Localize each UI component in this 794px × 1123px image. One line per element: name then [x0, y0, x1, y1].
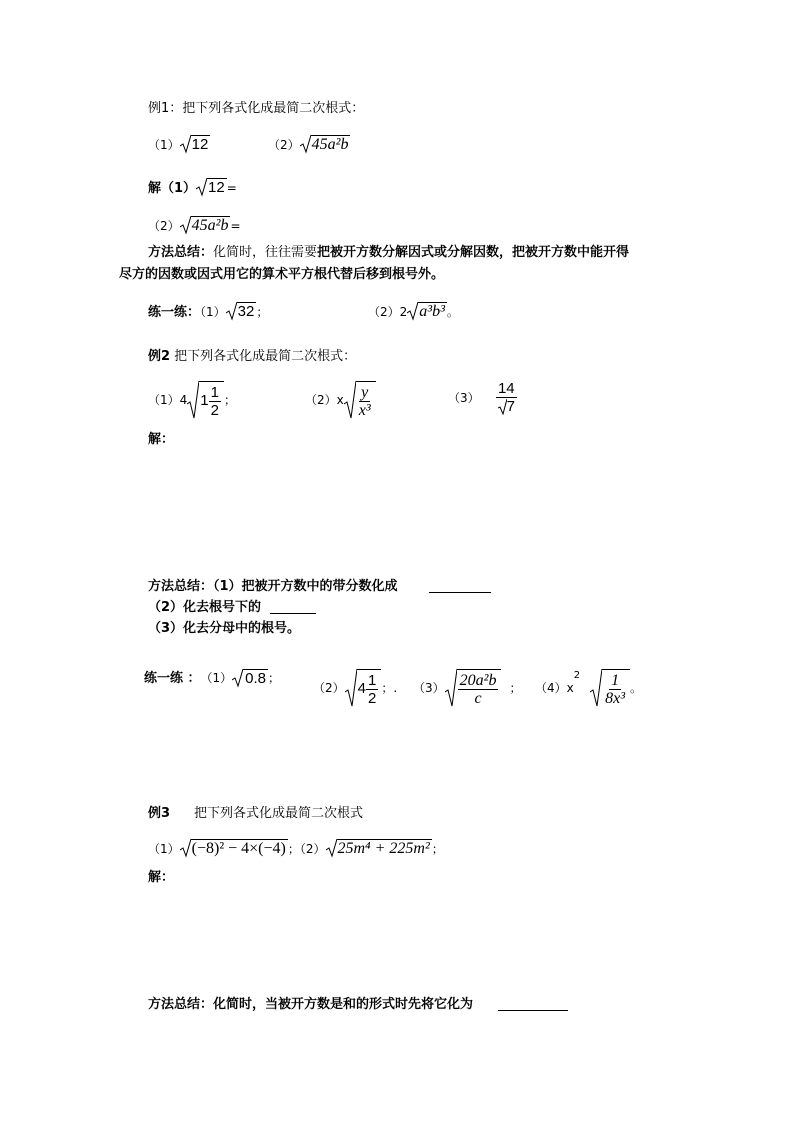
denominator: 7	[496, 398, 517, 415]
example2-title	[148, 350, 356, 363]
example3-parts	[148, 838, 444, 858]
example-instruction: 把下列各式化成最简二次根式	[194, 806, 364, 821]
radical-sign-icon	[498, 398, 507, 415]
example2-summary-line2: （2）化去根号下的	[148, 600, 262, 615]
radicand: 45a²b	[191, 217, 229, 234]
example1-practice-part2	[368, 301, 459, 321]
radical-sign-icon	[344, 380, 356, 420]
part-label: （2）	[299, 842, 326, 856]
radical-sign-icon	[300, 134, 311, 154]
radical-sign-icon	[180, 134, 191, 154]
denominator: 2	[210, 402, 219, 419]
radicand: 45a²b	[311, 136, 349, 153]
summary-label: 方法总结：	[148, 579, 214, 594]
fraction	[209, 384, 221, 419]
radicand: (−8)² − 4×(−4)	[191, 840, 286, 857]
separator: ；	[431, 842, 444, 856]
numerator: 20a²b	[459, 672, 497, 689]
example1-part2	[268, 134, 350, 154]
exponent: 2	[573, 669, 581, 681]
separator: ；.	[381, 681, 398, 695]
numerator: 14	[497, 380, 515, 397]
example2-practice-part3	[413, 668, 521, 708]
part-label: （2）x	[305, 393, 344, 407]
example2-part2	[305, 380, 376, 420]
fill-blank[interactable]	[270, 601, 316, 614]
radicand: 32	[237, 303, 255, 320]
radical-sign-icon	[180, 215, 191, 235]
separator: ；	[509, 681, 522, 695]
practice-label: 练一练：	[148, 305, 201, 320]
part-label: （2）	[313, 681, 345, 695]
example2-practice-part4	[535, 668, 642, 708]
example-number: 例2	[148, 349, 171, 364]
radicand: 12	[191, 136, 209, 153]
part-label: （4）x	[535, 681, 574, 695]
example1-title: 例1：把下列各式化成最简二次根式：	[148, 101, 365, 116]
summary-text-bold: 把被开方数分解因式或分解因数，把被开方数中能开得	[317, 245, 630, 260]
fraction	[366, 672, 378, 707]
radicand: a³b³	[419, 303, 445, 320]
denominator: c	[474, 690, 482, 707]
radical-sign-icon	[590, 668, 602, 708]
example3-summary	[148, 998, 473, 1011]
part-label: （1）	[148, 842, 180, 856]
part-label: （1）	[148, 138, 180, 152]
equals-sign: =	[230, 219, 241, 233]
denominator: x³	[358, 402, 371, 419]
example2-solution-label: 解：	[148, 432, 175, 447]
radicand: 0.8	[245, 669, 267, 687]
whole-number: 4	[357, 680, 366, 697]
denominator: 2	[367, 690, 377, 707]
fraction	[357, 384, 373, 419]
separator: ；	[268, 671, 281, 685]
separator: 。	[446, 305, 459, 319]
example-number: 例3	[148, 806, 171, 821]
practice-label: 练一练 ：	[144, 670, 201, 686]
part-label: （1）4	[148, 393, 188, 407]
example1-part1	[148, 134, 210, 154]
fraction	[603, 672, 627, 707]
radicand: 25m⁴ + 225m²	[337, 840, 430, 857]
radical-sign-icon	[226, 301, 237, 321]
part-label: （2）	[268, 138, 300, 152]
example3-title	[148, 807, 363, 820]
radical-sign-icon	[180, 838, 191, 858]
radical-sign-icon	[445, 668, 457, 708]
part-label: （3）	[448, 390, 480, 405]
separator: ；	[287, 842, 300, 856]
denominator: 8x³	[605, 690, 626, 707]
part-label: （1）	[200, 671, 233, 685]
example1-solution2	[148, 215, 241, 235]
example1-solution1	[148, 177, 237, 197]
fraction	[496, 380, 517, 415]
example-instruction: 把下列各式化成最简二次根式：	[170, 349, 357, 364]
numerator: 1	[210, 384, 219, 401]
example3-solution-label: 解：	[148, 870, 175, 885]
numerator: 1	[367, 672, 377, 689]
summary-text: 化简时，往往需要	[213, 245, 318, 260]
radical-sign-icon	[407, 301, 418, 321]
radical-sign-icon	[345, 668, 357, 708]
fill-blank[interactable]	[429, 580, 491, 593]
part-label: （1）	[200, 305, 226, 319]
example1-summary-line2: 尽方的因数或因式用它的算术平方根代替后移到根号外。	[119, 267, 445, 282]
separator: 。	[630, 681, 643, 695]
whole-number: 1	[200, 392, 209, 409]
example2-part3	[448, 380, 517, 415]
part-label: （2）2	[368, 305, 408, 319]
fill-blank[interactable]	[498, 998, 568, 1011]
part-label: （2）	[148, 219, 180, 233]
example2-summary-line3: （3）化去分母中的根号。	[148, 621, 301, 636]
numerator: 1	[611, 672, 620, 689]
numerator: y	[361, 384, 369, 401]
example1-summary-line1	[148, 246, 629, 259]
example1-practice	[148, 301, 268, 321]
example2-practice-part2	[313, 668, 397, 708]
example2-summary-line1	[148, 580, 398, 593]
radical-sign-icon	[196, 177, 207, 197]
separator: ；	[256, 305, 269, 319]
separator: ；	[223, 393, 236, 407]
part-label: （3）	[413, 681, 445, 695]
equals-sign: =	[226, 181, 237, 195]
radical-sign-icon	[326, 838, 337, 858]
summary-label: 方法总结：	[148, 245, 214, 260]
solution-label: 解（1）	[148, 181, 197, 196]
example2-part1	[148, 380, 236, 420]
summary-item: （1）把被开方数中的带分数化成	[213, 579, 398, 594]
radical-sign-icon	[187, 380, 199, 420]
radical-sign-icon	[232, 668, 243, 688]
fraction	[458, 672, 499, 707]
summary-label: 方法总结：	[148, 997, 214, 1012]
example2-practice	[144, 668, 280, 688]
summary-text: 化简时，当被开方数是和的形式时先将它化为	[213, 997, 474, 1012]
radicand: 12	[208, 179, 225, 196]
